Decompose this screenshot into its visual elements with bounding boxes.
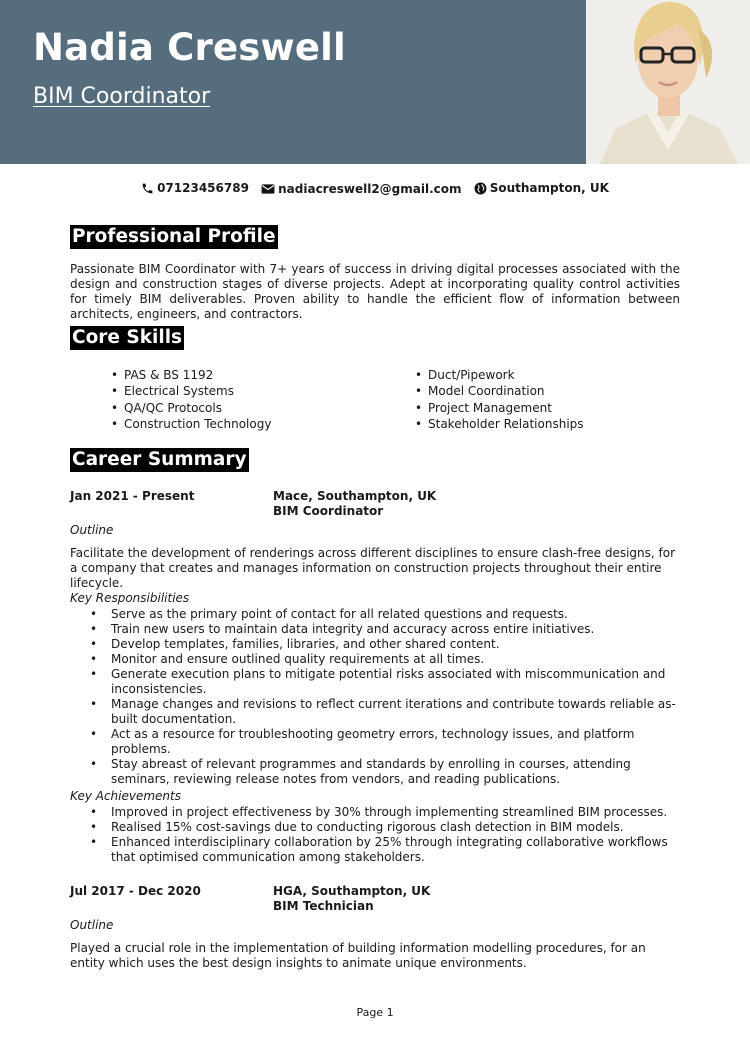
career-summary-heading: Career Summary bbox=[72, 449, 247, 470]
skill-item: • Duct/Pipework bbox=[411, 367, 584, 383]
job-outline-text: Played a crucial role in the implementation of building information modelling procedures, for an entity which uses the best design insights to animate unique environments. bbox=[70, 941, 646, 970]
skills-list-right bbox=[411, 367, 584, 432]
achievements-list bbox=[70, 805, 682, 865]
job-outline-label: Outline bbox=[70, 918, 114, 932]
key-achievements-label: Key Achievements bbox=[70, 789, 181, 803]
contact-email[interactable] bbox=[261, 182, 461, 196]
responsibilities-list bbox=[70, 607, 682, 787]
contact-email-text: nadiacreswell2@gmail.com bbox=[278, 181, 462, 196]
list-item: • Stay abreast of relevant programmes and standards by enrolling in courses, attending seminars, reviewing release notes from vendors, and reading publications. bbox=[70, 757, 682, 787]
job-outline-text: Facilitate the development of renderings across different disciplines to ensure clash-free designs, for a company that creates and manages information on construction projects throughout their entire lifecycle. bbox=[70, 546, 676, 590]
list-item: • Generate execution plans to mitigate potential risks associated with miscommunication and inconsistencies. bbox=[70, 667, 682, 697]
contact-location bbox=[474, 181, 609, 195]
contact-location-text: Southampton, UK bbox=[489, 181, 609, 195]
globe-icon bbox=[474, 182, 487, 195]
contact-phone-text: 07123456789 bbox=[157, 181, 249, 195]
professional-profile-heading: Professional Profile bbox=[72, 226, 276, 247]
candidate-job-title: BIM Coordinator bbox=[33, 84, 211, 109]
list-item: • Improved in project effectiveness by 30% through implementing streamlined BIM processes. bbox=[70, 805, 682, 820]
list-item: • Monitor and ensure outlined quality requirements at all times. bbox=[70, 652, 682, 667]
list-item: • Develop templates, families, libraries, and other shared content. bbox=[70, 637, 682, 652]
list-item: • Serve as the primary point of contact for all related questions and requests. bbox=[70, 607, 682, 622]
skill-item: • Stakeholder Relationships bbox=[411, 416, 584, 432]
list-item: • Train new users to maintain data integrity and accuracy across entire initiatives. bbox=[70, 622, 682, 637]
core-skills-heading: Core Skills bbox=[72, 327, 183, 348]
job-company: HGA, Southampton, UK bbox=[273, 884, 431, 898]
job-role: BIM Coordinator bbox=[273, 504, 384, 518]
profile-photo bbox=[586, 0, 750, 164]
list-item: • Enhanced interdisciplinary collaboration by 25% through integrating collaborative workflows that optimised communication among stakeholders. bbox=[70, 835, 682, 865]
job-outline-label: Outline bbox=[70, 523, 114, 537]
skill-item: • Electrical Systems bbox=[107, 383, 271, 399]
job-role: BIM Technician bbox=[273, 899, 374, 913]
skill-item: • Project Management bbox=[411, 400, 584, 416]
profile-summary: Passionate BIM Coordinator with 7+ years of success in driving digital processes associated with the design and construction stages of diverse projects. Adept at incorporating quality control activities for timely BIM deliverables. Proven ability to handle the efficient flow of information between architects, engineers, and contractors. bbox=[70, 262, 680, 321]
portrait-illustration bbox=[586, 0, 750, 164]
skill-item: • Model Coordination bbox=[411, 383, 584, 399]
list-item: • Realised 15% cost-savings due to conducting rigorous clash detection in BIM models. bbox=[70, 820, 682, 835]
job-company: Mace, Southampton, UK bbox=[273, 489, 437, 503]
key-responsibilities-label: Key Responsibilities bbox=[70, 591, 190, 605]
skill-item: • PAS & BS 1192 bbox=[107, 367, 271, 383]
envelope-icon bbox=[261, 183, 275, 195]
skill-item: • Construction Technology bbox=[107, 416, 271, 432]
page-number: Page 1 bbox=[356, 1006, 394, 1019]
job-dates: Jul 2017 - Dec 2020 bbox=[70, 884, 201, 898]
phone-icon bbox=[141, 182, 154, 195]
contact-phone[interactable] bbox=[141, 181, 249, 195]
skill-item: • QA/QC Protocols bbox=[107, 400, 271, 416]
contact-bar bbox=[0, 181, 750, 198]
candidate-name: Nadia Creswell bbox=[33, 26, 346, 69]
list-item: • Act as a resource for troubleshooting geometry errors, technology issues, and platform problems. bbox=[70, 727, 682, 757]
job-dates: Jan 2021 - Present bbox=[70, 489, 195, 503]
skills-list-left bbox=[107, 367, 271, 432]
list-item: • Manage changes and revisions to reflect current iterations and contribute towards reliable as-built documentation. bbox=[70, 697, 682, 727]
